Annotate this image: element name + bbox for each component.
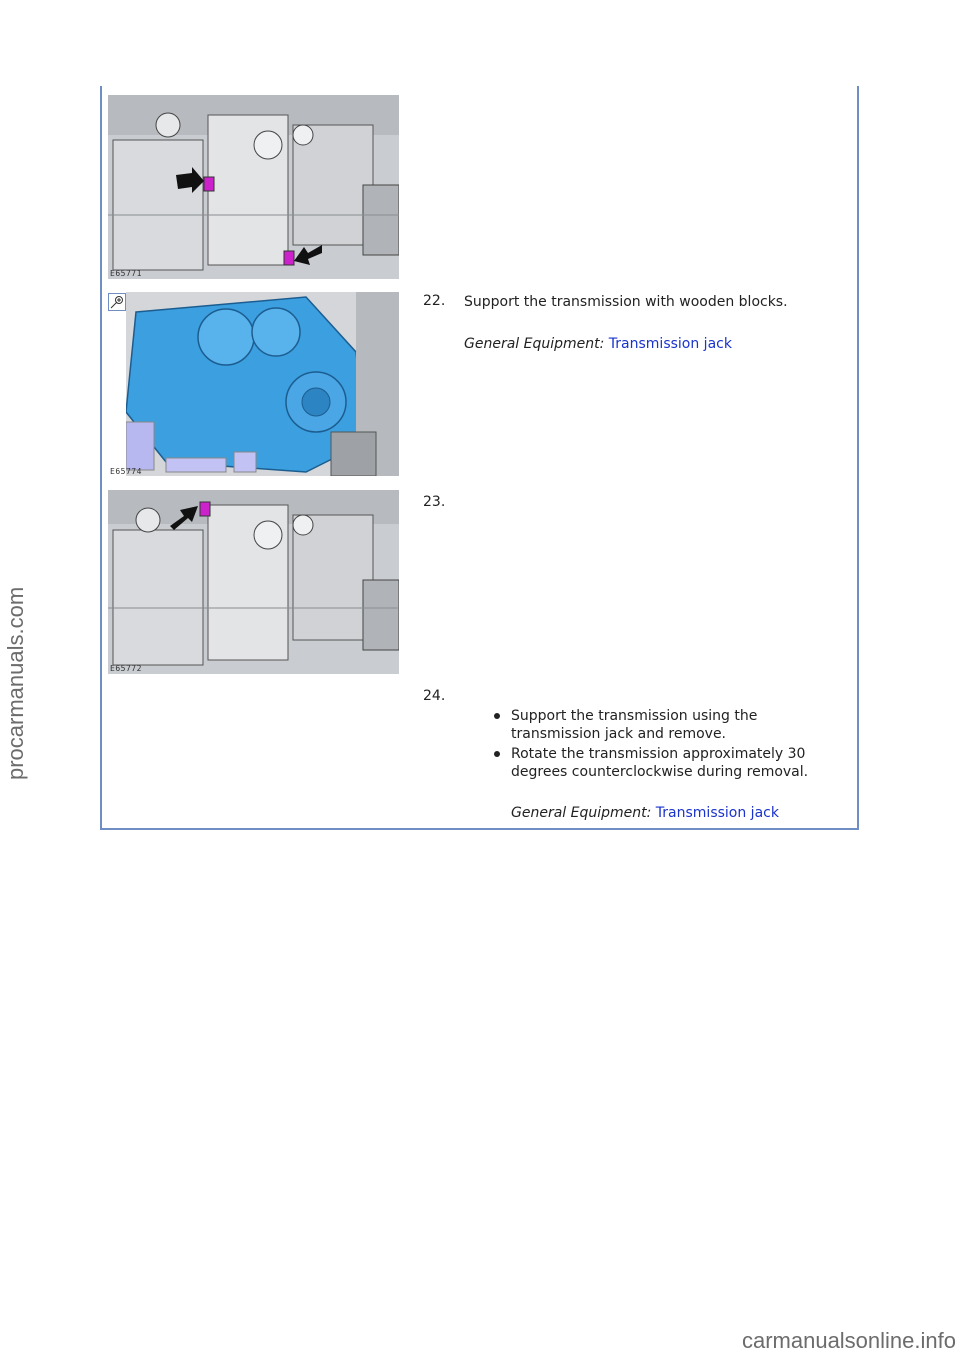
highlighted-bolt: [200, 502, 210, 516]
general-equipment: [511, 805, 779, 821]
equipment-label: General Equipment:: [511, 805, 652, 821]
figure-bolt-location-upper: [108, 490, 399, 674]
equipment-link[interactable]: Transmission jack: [655, 805, 779, 821]
highlighted-bolt-1: [204, 177, 214, 191]
bottom-watermark: carmanualsonline.info: [741, 1328, 956, 1353]
wooden-block: [126, 422, 154, 470]
figure-bolt-locations: [108, 95, 399, 279]
side-watermark: procarmanuals.com: [3, 586, 28, 780]
bullet-icon: [494, 751, 500, 757]
figure-label: E65774: [110, 467, 142, 476]
wooden-block: [234, 452, 256, 472]
highlighted-bolt-2: [284, 251, 294, 265]
step-number: 24.: [423, 688, 446, 704]
figure-label: E65772: [110, 664, 142, 673]
list-item: Support the transmission using the transmission jack and remove.: [494, 707, 844, 743]
transmission-illustration-1: [108, 95, 399, 279]
figure-wooden-blocks: [126, 292, 399, 476]
bullet-icon: [494, 713, 500, 719]
zoom-icon[interactable]: [108, 293, 126, 311]
step-instruction: Support the transmission with wooden blocks.: [464, 294, 788, 310]
general-equipment: [464, 336, 732, 352]
step-number: 23.: [423, 494, 446, 510]
transmission-illustration-3: [108, 490, 399, 674]
list-item: Rotate the transmission approximately 30 degrees counterclockwise during removal.: [494, 745, 844, 781]
equipment-link[interactable]: Transmission jack: [608, 336, 732, 352]
step-bullet-list: [494, 707, 844, 783]
step-number: 22.: [423, 293, 446, 309]
figure-label: E65771: [110, 269, 142, 278]
wooden-block: [166, 458, 226, 472]
transmission-illustration-2: [126, 292, 399, 476]
equipment-label: General Equipment:: [464, 336, 605, 352]
